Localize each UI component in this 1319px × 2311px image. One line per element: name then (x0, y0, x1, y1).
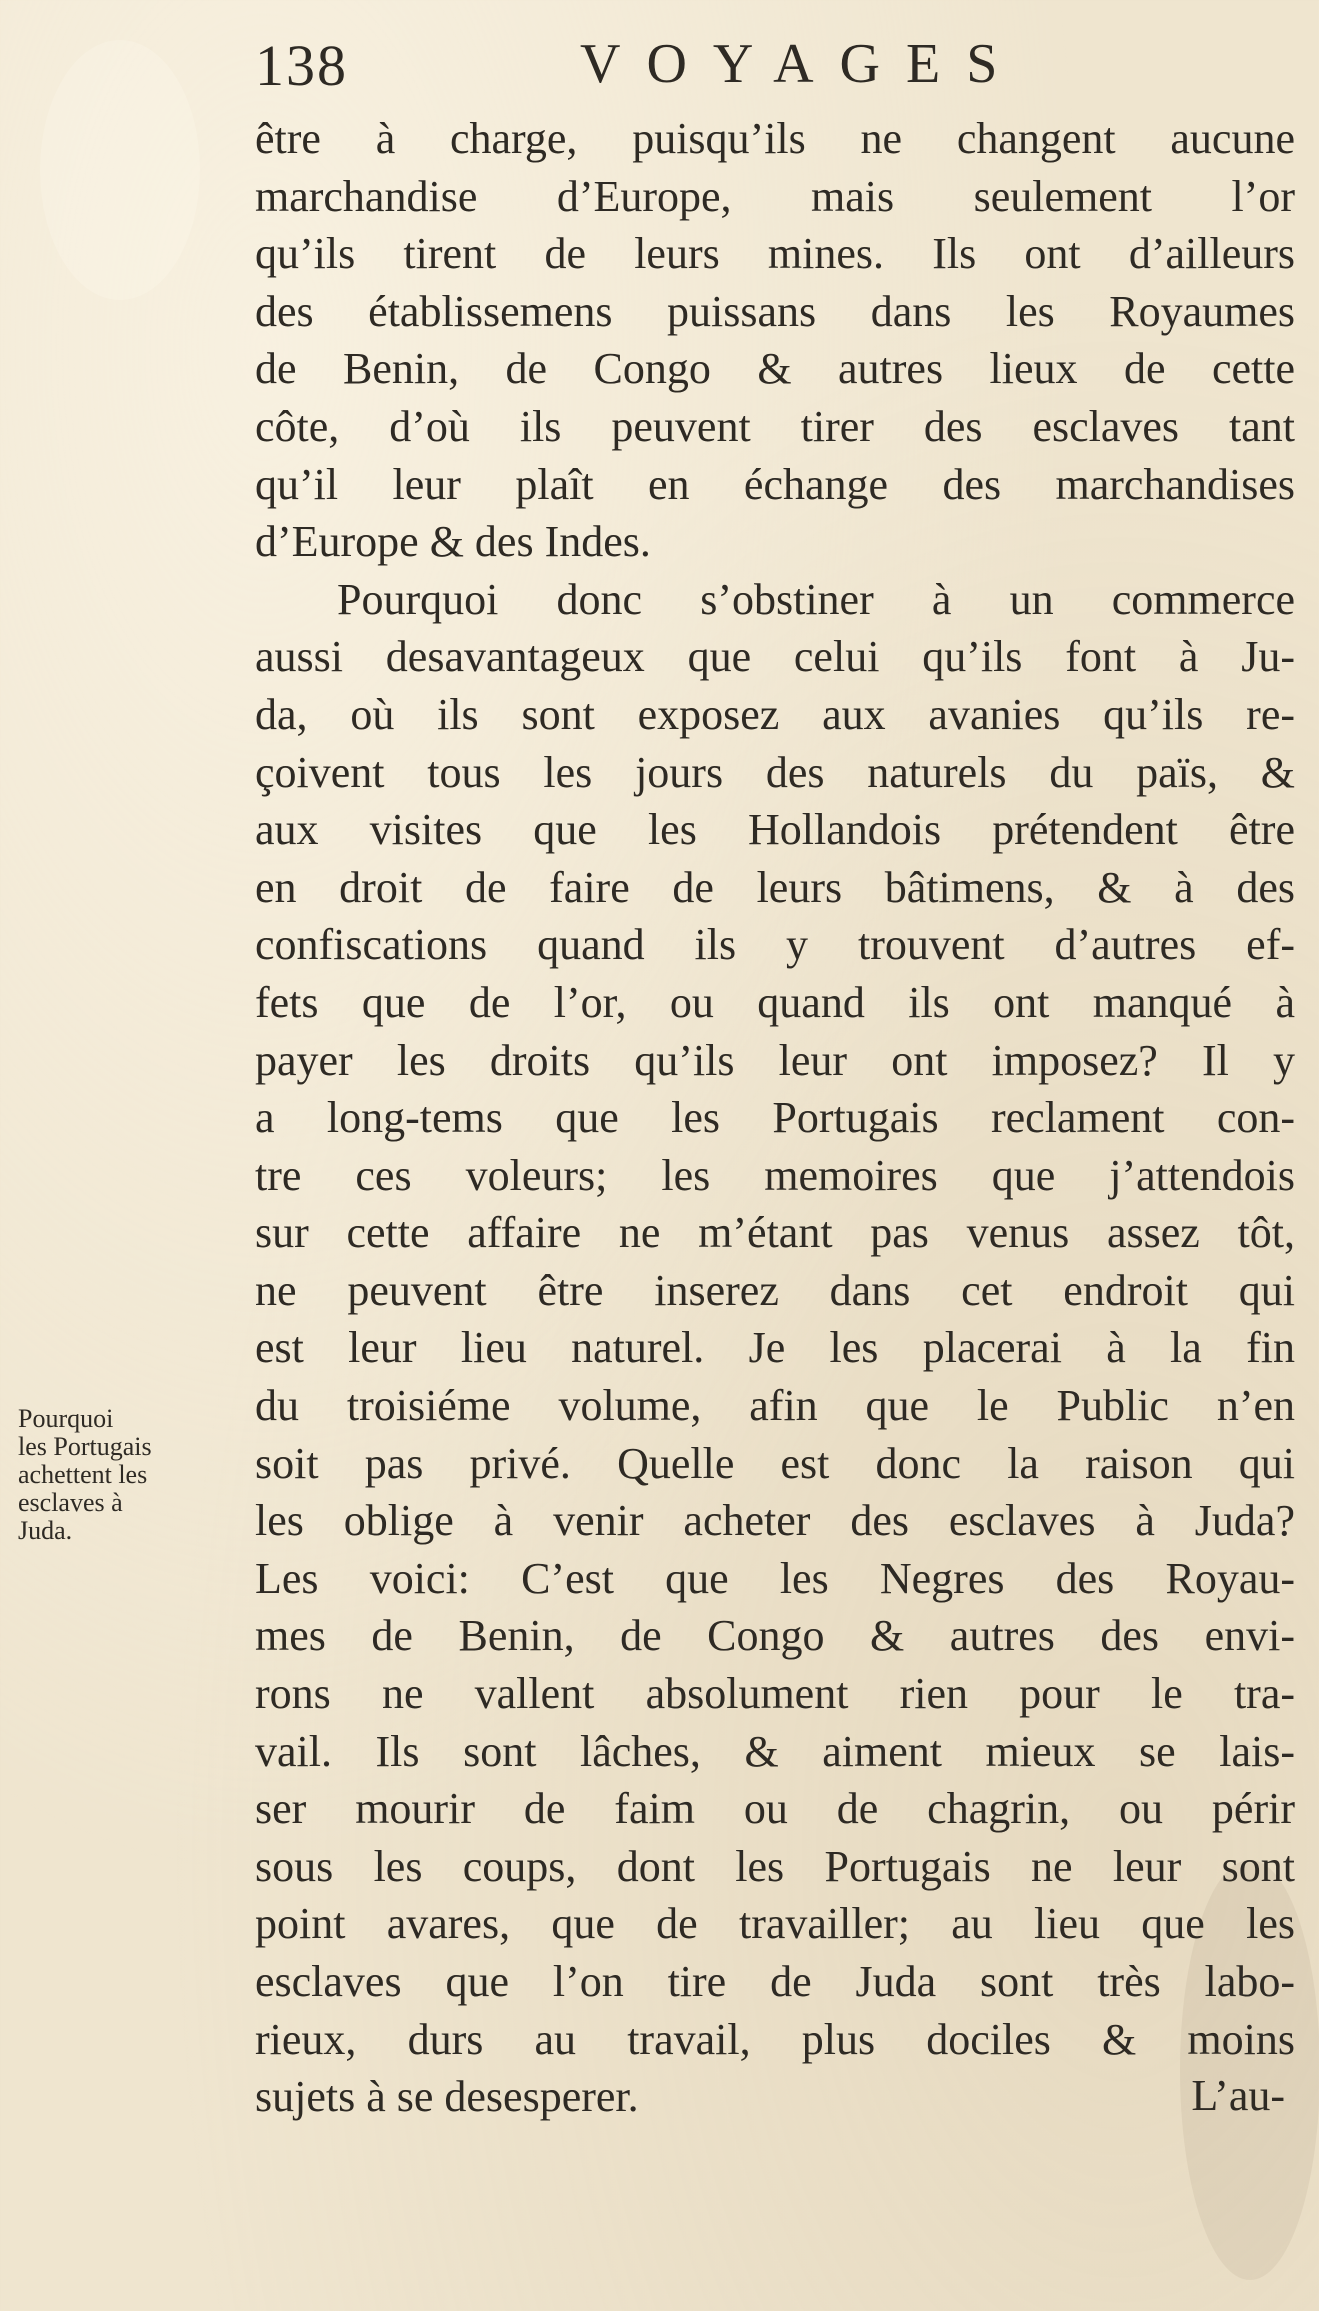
text-line: tre ces voleurs; les memoires que j’attendois (255, 1150, 1295, 1200)
text-line: des établissemens puissans dans les Royaumes (255, 286, 1295, 336)
text-line: ne peuvent être inserez dans cet endroit qui (255, 1265, 1295, 1315)
text-line: mes de Benin, de Congo & autres des envi- (255, 1611, 1295, 1661)
text-line: rons ne vallent absolument rien pour le tra- (255, 1669, 1295, 1719)
text-line: être à charge, puisqu’ils ne changent aucune (255, 114, 1295, 163)
text-line: ser mourir de faim ou de chagrin, ou périr (255, 1784, 1295, 1834)
text-line: du troisiéme volume, afin que le Public n’en (255, 1381, 1295, 1431)
text-line: fets que de l’or, ou quand ils ont manqué à (255, 977, 1295, 1027)
text-line: les oblige à venir acheter des esclaves à Juda? (255, 1496, 1295, 1546)
text-line: point avares, que de travailler; au lieu que les (255, 1899, 1295, 1949)
body-text (255, 110, 1295, 2126)
text-line: soit pas privé. Quelle est donc la raison qui (255, 1438, 1295, 1488)
text-line: marchandise d’Europe, mais seulement l’or (255, 171, 1295, 221)
catchword: L’au- (1191, 2071, 1285, 2120)
page-number: 138 (255, 33, 348, 98)
running-title: VOYAGES (580, 33, 1024, 95)
margin-note-line: les Portugais (18, 1432, 152, 1461)
text-line: aux visites que les Hollandois prétendent être (255, 805, 1295, 855)
text-line: d’Europe & des Indes. (255, 517, 651, 567)
text-line: da, où ils sont exposez aux avanies qu’ils re- (255, 689, 1295, 739)
text-line: Pourquoi donc s’obstiner à un commerce (337, 574, 1295, 624)
text-line: qu’il leur plaît en échange des marchandises (255, 459, 1295, 509)
margin-note (18, 1405, 253, 1545)
text-line: rieux, durs au travail, plus dociles & moins (255, 2014, 1295, 2064)
margin-note-line: Juda. (18, 1516, 73, 1545)
text-line: est leur lieu naturel. Je les placerai à la fin (255, 1323, 1295, 1373)
text-line: payer les droits qu’ils leur ont imposez? Il y (255, 1035, 1295, 1085)
text-line: côte, d’où ils peuvent tirer des esclaves tant (255, 401, 1295, 451)
text-line: sous les coups, dont les Portugais ne leur sont (255, 1841, 1295, 1891)
text-line: en droit de faire de leurs bâtimens, & à des (255, 862, 1295, 912)
running-header (255, 32, 1295, 102)
text-line: a long-tems que les Portugais reclament con- (255, 1093, 1295, 1143)
text-line: de Benin, de Congo & autres lieux de cette (255, 344, 1295, 394)
text-line: vail. Ils sont lâches, & aiment mieux se lais- (255, 1726, 1295, 1776)
text-line: confiscations quand ils y trouvent d’autres ef- (255, 920, 1295, 970)
margin-note-line: Pourquoi (18, 1404, 114, 1433)
margin-note-line: achettent les (18, 1460, 148, 1489)
margin-note-line: esclaves à (18, 1488, 123, 1517)
text-line: qu’ils tirent de leurs mines. Ils ont d’ailleurs (255, 229, 1295, 279)
text-line: sur cette affaire ne m’étant pas venus assez tôt, (255, 1208, 1295, 1258)
text-line: aussi desavantageux que celui qu’ils font à Ju- (255, 632, 1295, 682)
text-line: Les voici: C’est que les Negres des Royau- (255, 1553, 1295, 1603)
text-line: sujets à se desesperer. (255, 2072, 639, 2122)
text-line: esclaves que l’on tire de Juda sont très labo- (255, 1957, 1295, 2006)
paper-stain (40, 40, 200, 300)
text-line: çoivent tous les jours des naturels du païs, & (255, 747, 1295, 797)
